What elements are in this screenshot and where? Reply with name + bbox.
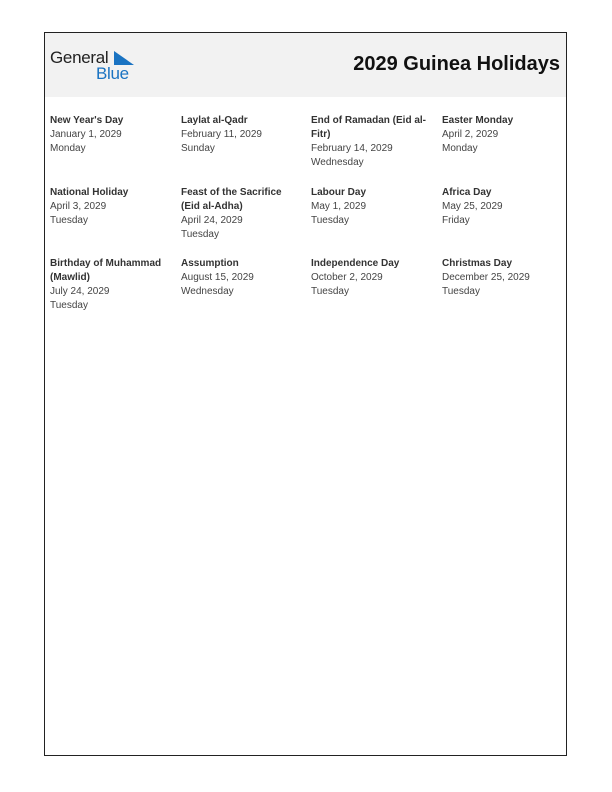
holiday-date: May 1, 2029 bbox=[311, 201, 367, 212]
holiday-name: Labour Day bbox=[311, 187, 367, 198]
holiday-item bbox=[311, 257, 429, 299]
holiday-item bbox=[50, 186, 168, 228]
holiday-item bbox=[181, 186, 299, 242]
holiday-name: Africa Day bbox=[442, 187, 492, 198]
holiday-name: Birthday of Muhammad (Mawlid) bbox=[50, 258, 162, 283]
holiday-weekday: Wednesday bbox=[181, 286, 234, 297]
holiday-date: December 25, 2029 bbox=[442, 272, 530, 283]
holiday-item bbox=[442, 114, 560, 156]
holiday-date: April 3, 2029 bbox=[50, 201, 107, 212]
header bbox=[45, 33, 566, 97]
holiday-weekday: Tuesday bbox=[311, 286, 349, 297]
holiday-date: April 24, 2029 bbox=[181, 215, 243, 226]
page-frame bbox=[44, 32, 567, 756]
logo-triangle-icon bbox=[114, 51, 134, 65]
holiday-weekday: Sunday bbox=[181, 143, 215, 154]
holiday-name: Laylat al-Qadr bbox=[181, 115, 248, 126]
holiday-name: New Year's Day bbox=[50, 115, 124, 126]
holiday-weekday: Tuesday bbox=[50, 215, 88, 226]
holiday-weekday: Tuesday bbox=[181, 229, 219, 240]
holiday-item bbox=[50, 114, 168, 156]
logo bbox=[50, 48, 140, 84]
holiday-item bbox=[311, 186, 429, 228]
holiday-weekday: Tuesday bbox=[442, 286, 480, 297]
holiday-item bbox=[311, 114, 429, 170]
holiday-item bbox=[50, 257, 168, 313]
holiday-name: Feast of the Sacrifice (Eid al-Adha) bbox=[181, 187, 282, 212]
holiday-weekday: Friday bbox=[442, 215, 470, 226]
holiday-name: National Holiday bbox=[50, 187, 129, 198]
holiday-date: July 24, 2029 bbox=[50, 286, 110, 297]
holiday-weekday: Monday bbox=[442, 143, 478, 154]
holiday-item bbox=[181, 114, 299, 156]
logo-blue-text: Blue bbox=[96, 64, 129, 83]
holiday-date: January 1, 2029 bbox=[50, 129, 122, 140]
holiday-date: February 11, 2029 bbox=[181, 129, 262, 140]
holiday-weekday: Monday bbox=[50, 143, 86, 154]
holiday-item bbox=[181, 257, 299, 299]
holiday-date: May 25, 2029 bbox=[442, 201, 503, 212]
holiday-item bbox=[442, 186, 560, 228]
holiday-date: October 2, 2029 bbox=[311, 272, 383, 283]
logo-general-text: General bbox=[50, 48, 109, 67]
holiday-date: August 15, 2029 bbox=[181, 272, 254, 283]
holiday-weekday: Wednesday bbox=[311, 157, 364, 168]
holiday-date: February 14, 2029 bbox=[311, 143, 393, 154]
holiday-name: End of Ramadan (Eid al-Fitr) bbox=[311, 115, 427, 140]
holiday-item bbox=[442, 257, 560, 299]
holiday-weekday: Tuesday bbox=[311, 215, 349, 226]
holiday-weekday: Tuesday bbox=[50, 300, 88, 311]
page-title: 2029 Guinea Holidays bbox=[353, 53, 560, 75]
holiday-name: Independence Day bbox=[311, 258, 400, 269]
holiday-name: Easter Monday bbox=[442, 115, 514, 126]
holiday-date: April 2, 2029 bbox=[442, 129, 499, 140]
holiday-name: Assumption bbox=[181, 258, 239, 269]
holiday-name: Christmas Day bbox=[442, 258, 513, 269]
